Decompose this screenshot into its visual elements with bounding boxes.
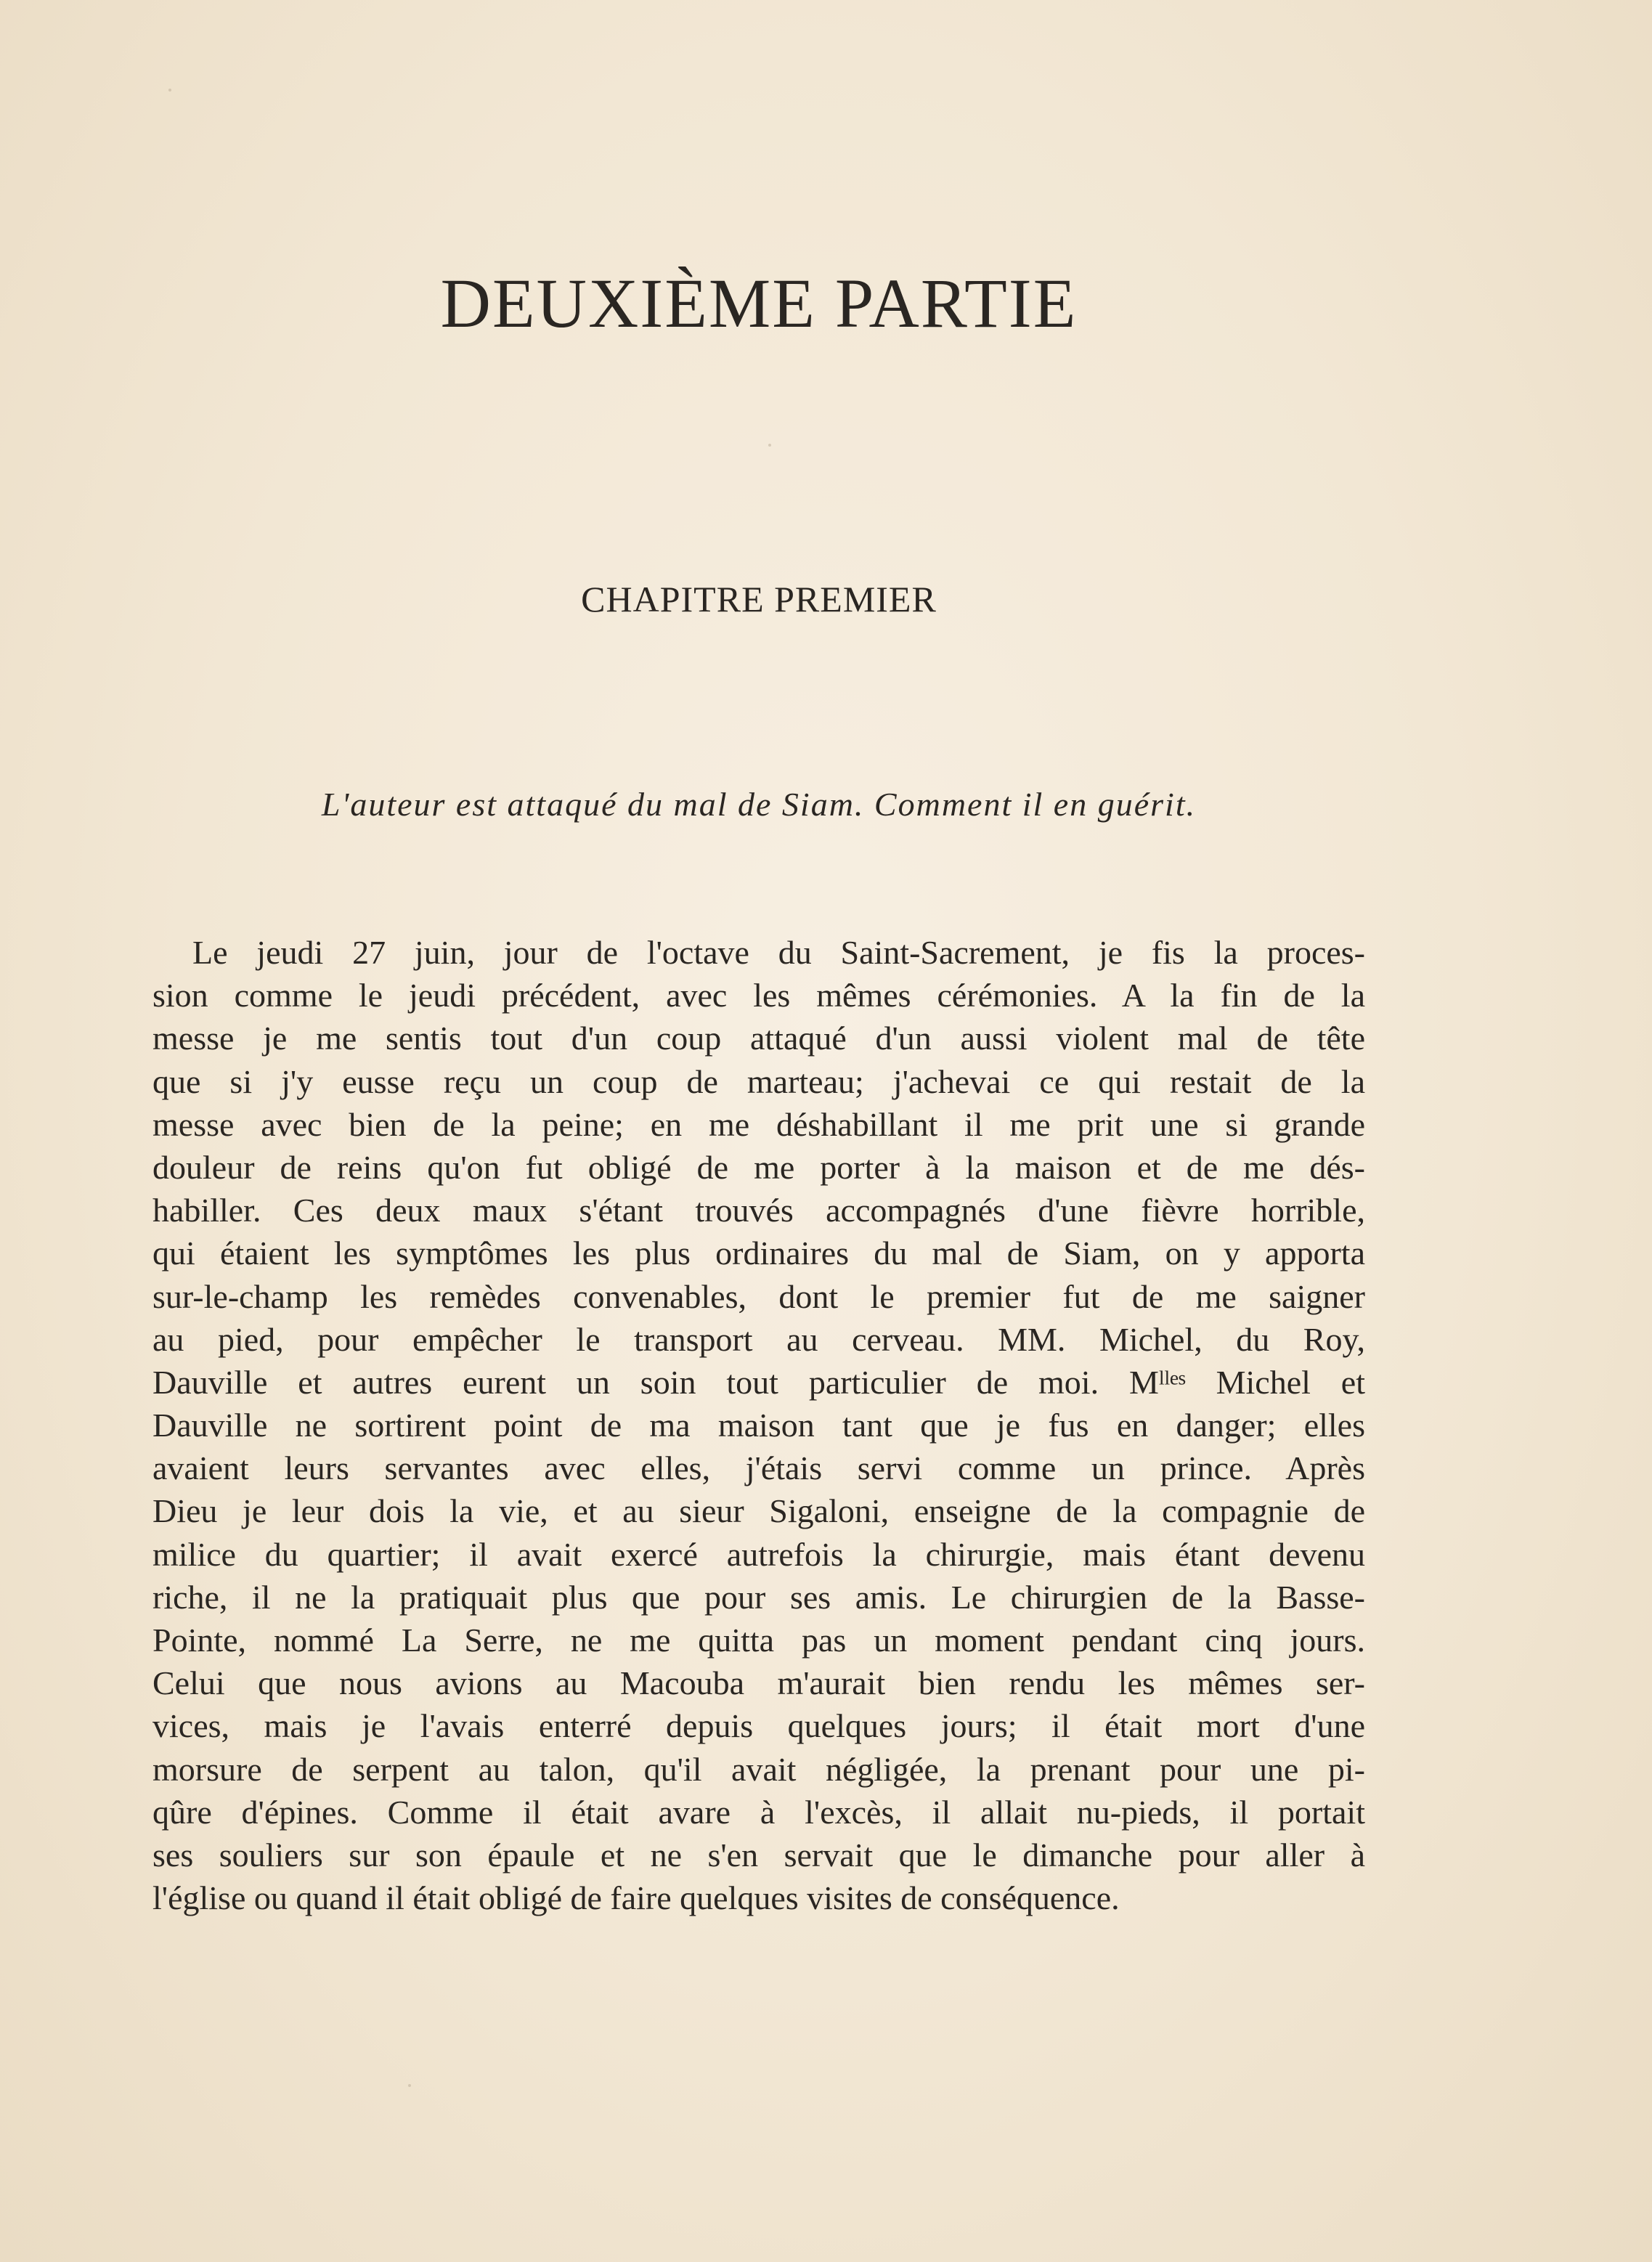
paragraph-line: que si j'y eusse reçu un coup de marteau; j'achevai ce qui restait de la (152, 1062, 1365, 1100)
paragraph-line: messe avec bien de la peine; en me déshabillant il me prit une si grande (152, 1105, 1365, 1143)
chapter-title: CHAPITRE PREMIER (581, 579, 937, 619)
paragraph-line: qûre d'épines. Comme il était avare à l'excès, il allait nu-pieds, il portait (152, 1793, 1365, 1831)
paper-speck (168, 89, 171, 91)
paragraph-line: au pied, pour empêcher le transport au cerveau. MM. Michel, du Roy, (152, 1320, 1365, 1358)
paragraph-line: Dieu je leur dois la vie, et au sieur Sigaloni, enseigne de la compagnie de (152, 1492, 1365, 1530)
paragraph-line: avaient leurs servantes avec elles, j'étais servi comme un prince. Après (152, 1449, 1365, 1487)
body-paragraph (152, 931, 1365, 1919)
paragraph-line: douleur de reins qu'on fut obligé de me porter à la maison et de me dés- (152, 1148, 1365, 1186)
paragraph-line: qui étaient les symptômes les plus ordinaires du mal de Siam, on y apporta (152, 1234, 1365, 1272)
paragraph-line: l'église ou quand il était obligé de faire quelques visites de conséquence. (152, 1879, 1120, 1917)
paragraph-line: sur-le-champ les remèdes convenables, dont le premier fut de me saigner (152, 1277, 1365, 1315)
paragraph-line: habiller. Ces deux maux s'étant trouvés accompagnés d'une fièvre horrible, (152, 1192, 1365, 1229)
paper-speck (768, 444, 771, 447)
paragraph-line: Le jeudi 27 juin, jour de l'octave du Saint-Sacrement, je fis la proces- (192, 934, 1365, 971)
paper-speck (408, 2084, 411, 2087)
part-title: DEUXIÈME PARTIE (440, 264, 1078, 342)
paragraph-line: riche, il ne la pratiquait plus que pour ses amis. Le chirurgien de la Basse- (152, 1578, 1365, 1616)
paragraph-line: vices, mais je l'avais enterré depuis quelques jours; il était mort d'une (152, 1707, 1365, 1745)
paragraph-line: messe je me sentis tout d'un coup attaqué d'un aussi violent mal de tête (152, 1020, 1365, 1057)
paragraph-line: morsure de serpent au talon, qu'il avait négligée, la prenant pour une pi- (152, 1750, 1365, 1788)
paragraph-line: Dauville ne sortirent point de ma maison tant que je fus en danger; elles (152, 1407, 1365, 1444)
chapter-summary: L'auteur est attaqué du mal de Siam. Comment il en guérit. (321, 786, 1197, 823)
paragraph-line: Celui que nous avions au Macouba m'aurait bien rendu les mêmes ser- (152, 1664, 1365, 1702)
paragraph-line: Dauville et autres eurent un soin tout particulier de moi. Mˡˡᵉˢ Michel et (152, 1363, 1365, 1401)
paragraph-line: ses souliers sur son épaule et ne s'en servait que le dimanche pour aller à (152, 1836, 1365, 1874)
paragraph-line: milice du quartier; il avait exercé autrefois la chirurgie, mais étant devenu (152, 1535, 1365, 1573)
paragraph-line: Pointe, nommé La Serre, ne me quitta pas un moment pendant cinq jours. (152, 1622, 1365, 1659)
paragraph-line: sion comme le jeudi précédent, avec les mêmes cérémonies. A la fin de la (152, 977, 1365, 1014)
